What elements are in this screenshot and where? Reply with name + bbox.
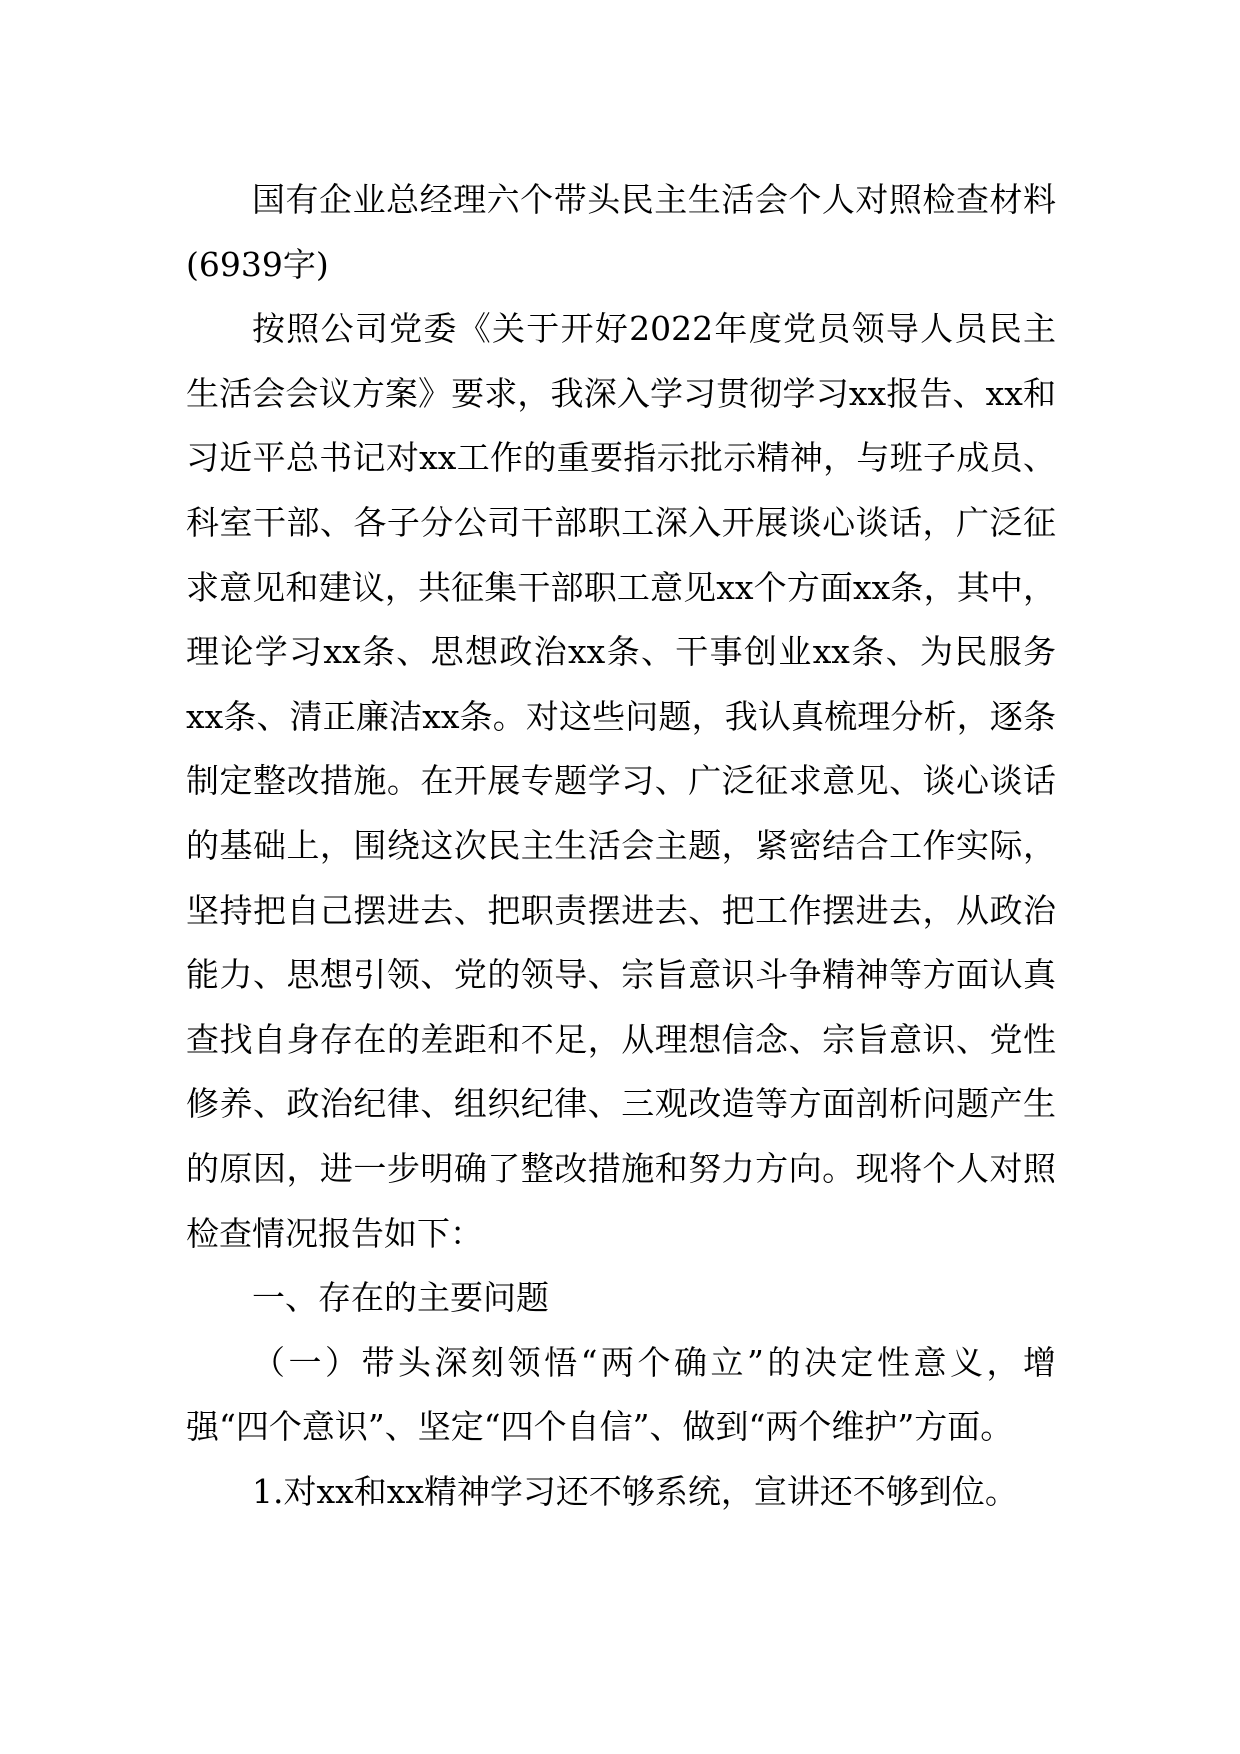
item-1: 1.对xx和xx精神学习还不够系统，宣讲还不够到位。 <box>252 1471 1018 1511</box>
document-title: 国有企业总经理六个带头民主生活会个人对照检查材料(6939字) <box>186 180 1056 284</box>
document-body <box>186 168 1056 1524</box>
subsection-heading-1: （一）带头深刻领悟“两个确立”的决定性意义，增强“四个意识”、坚定“四个自信”、做到“两个维护”方面。 <box>186 1342 1056 1447</box>
section-heading-1: 一、存在的主要问题 <box>252 1278 549 1318</box>
intro-paragraph: 按照公司党委《关于开好2022年度党员领导人员民主生活会会议方案》要求，我深入学习贯彻学习xx报告、xx和习近平总书记对xx工作的重要指示批示精神，与班子成员、科室干部、各子分公司干部职工深入开展谈心谈话，广泛征求意见和建议，共征集干部职工意见xx个方面xx条，其中，理论学习xx条、思想政治xx条、干事创业xx条、为民服务xx条、清正廉洁xx条。对这些问题，我认真梳理分析，逐条制定整改措施。在开展专题学习、广泛征求意见、谈心谈话的基础上，围绕这次民主生活会主题，紧密结合工作实际，坚持把自己摆进去、把职责摆进去、把工作摆进去，从政治能力、思想引领、党的领导、宗旨意识斗争精神等方面认真查找自身存在的差距和不足，从理想信念、宗旨意识、党性修养、政治纪律、组织纪律、三观改造等方面剖析问题产生的原因，进一步明确了整改措施和努力方向。现将个人对照检查情况报告如下： <box>186 309 1056 1253</box>
